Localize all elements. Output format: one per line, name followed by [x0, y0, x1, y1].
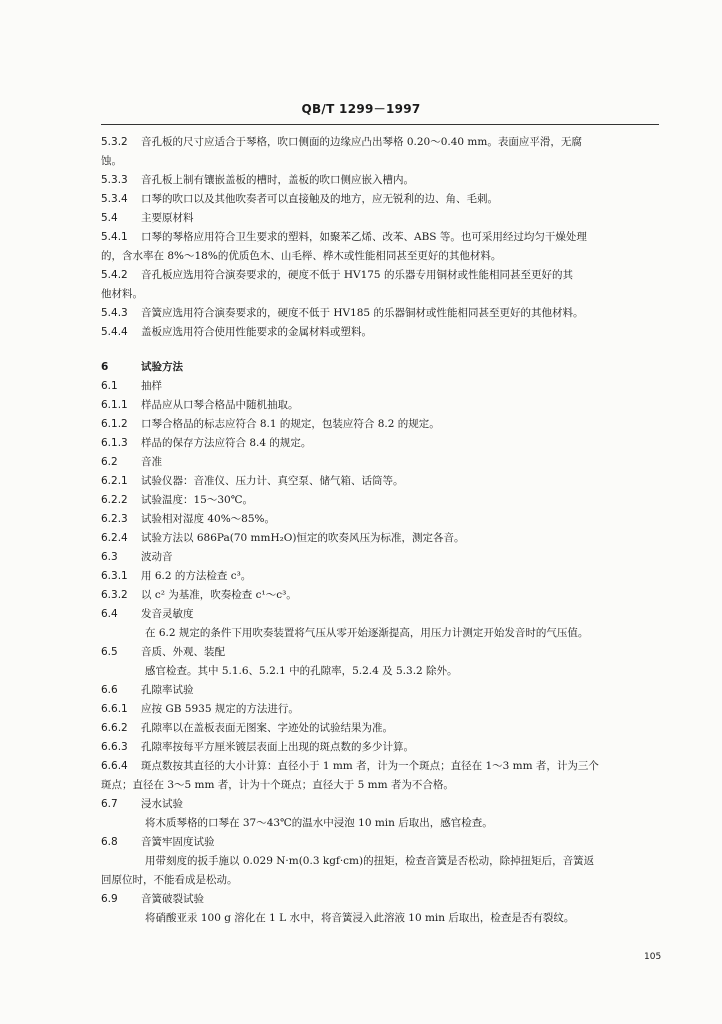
clause-text: 主要原材料	[141, 212, 194, 224]
clause-number: 6.6.1	[101, 703, 128, 715]
clause-number: 6.6.2	[101, 722, 128, 734]
clause-number: 6.2.3	[101, 513, 128, 525]
text-line	[101, 491, 661, 510]
clause-number: 5.4.2	[101, 269, 128, 281]
text-line	[101, 472, 661, 491]
clause-text: 斑点；直径在 3～5 mm 者，计为十个斑点；直径大于 5 mm 者为不合格。	[101, 779, 454, 791]
text-line	[101, 304, 661, 323]
text-line	[101, 795, 661, 814]
clause-number: 6.2.4	[101, 532, 128, 544]
text-line	[101, 586, 661, 605]
text-line	[101, 700, 661, 719]
clause-number: 6.6.3	[101, 741, 128, 753]
text-line	[101, 757, 661, 776]
clause-number: 5.3.4	[101, 193, 128, 205]
section-gap	[101, 342, 661, 358]
clause-number: 6.1.3	[101, 437, 128, 449]
text-line	[101, 453, 661, 472]
clause-text: 孔隙率试验	[141, 684, 194, 696]
clause-text: 口琴的琴格应用符合卫生要求的塑料，如聚苯乙烯、改苯、ABS 等。也可采用经过均匀干燥处理	[141, 231, 587, 243]
standard-header: QB/T 1299－1997	[301, 102, 421, 116]
text-line	[101, 171, 661, 190]
text-line	[101, 415, 661, 434]
clause-text: 口琴合格品的标志应符合 8.1 的规定，包装应符合 8.2 的规定。	[141, 418, 440, 430]
clause-text: 试验温度：15～30℃。	[141, 494, 253, 506]
text-line	[101, 909, 661, 928]
clause-text: 试验仪器：音准仪、压力计、真空泵、储气箱、话筒等。	[141, 475, 404, 487]
clause-text: 感官检查。其中 5.1.6、5.2.1 中的孔隙率，5.2.4 及 5.3.2 除外。	[145, 665, 458, 677]
text-line	[101, 776, 661, 795]
text-line	[101, 358, 661, 377]
clause-text: 音孔板应选用符合演奏要求的，硬度不低于 HV175 的乐器专用铜材或性能相同甚至更好的其	[141, 269, 573, 281]
text-line	[101, 871, 661, 890]
clause-text: 回原位时，不能看成是松动。	[101, 874, 238, 886]
clause-text: 试验方法	[141, 361, 183, 373]
text-line	[101, 814, 661, 833]
clause-number: 6.1	[101, 380, 118, 392]
clause-number: 6.4	[101, 608, 118, 620]
clause-text: 蚀。	[101, 155, 122, 167]
clause-text: 抽样	[141, 380, 162, 392]
clause-number: 5.3.3	[101, 174, 128, 186]
text-line	[101, 247, 661, 266]
text-line	[101, 323, 661, 342]
clause-text: 音簧应选用符合演奏要求的，硬度不低于 HV185 的乐器铜材或性能相同甚至更好的其他材料。	[141, 307, 584, 319]
text-line	[101, 719, 661, 738]
clause-number: 6.2	[101, 456, 118, 468]
header-rule	[101, 124, 659, 125]
text-line	[101, 529, 661, 548]
clause-text: 应按 GB 5935 规定的方法进行。	[141, 703, 299, 715]
clause-text: 他材料。	[101, 288, 143, 300]
clause-number: 6.9	[101, 893, 118, 905]
text-line	[101, 396, 661, 415]
clause-text: 孔隙率以在盖板表面无图案、字迹处的试验结果为准。	[141, 722, 393, 734]
text-line	[101, 833, 661, 852]
text-line	[101, 643, 661, 662]
clause-text: 音簧破裂试验	[141, 893, 204, 905]
clause-text: 试验相对湿度 40%～85%。	[141, 513, 276, 525]
clause-number: 6.3.2	[101, 589, 128, 601]
clause-text: 浸水试验	[141, 798, 183, 810]
page-number: 105	[644, 952, 662, 962]
clause-text: 斑点数按其直径的大小计算：直径小于 1 mm 者，计为一个斑点；直径在 1～3 mm 者，计为三个	[141, 760, 599, 772]
clause-number: 5.4.4	[101, 326, 128, 338]
text-line	[101, 548, 661, 567]
clause-number: 6.1.1	[101, 399, 128, 411]
text-line	[101, 890, 661, 909]
clause-text: 用 6.2 的方法检查 c³。	[141, 570, 252, 582]
clause-number: 6	[101, 361, 109, 373]
clause-number: 6.5	[101, 646, 118, 658]
text-line	[101, 228, 661, 247]
clause-text: 的，含水率在 8%～18%的优质色木、山毛榉、桦木或性能相同甚至更好的其他材料。	[101, 250, 502, 262]
clause-number: 5.4.3	[101, 307, 128, 319]
clause-text: 音簧牢固度试验	[141, 836, 215, 848]
clause-text: 在 6.2 规定的条件下用吹奏装置将气压从零开始逐渐提高，用压力计测定开始发音时的气压值。	[145, 627, 589, 639]
clause-text: 孔隙率按每平方厘米镀层表面上出现的斑点数的多少计算。	[141, 741, 414, 753]
text-line	[101, 852, 661, 871]
text-line	[101, 510, 661, 529]
text-line	[101, 681, 661, 700]
text-line	[101, 266, 661, 285]
clause-text: 试验方法以 686Pa(70 mmH₂O)恒定的吹奏风压为标准，测定各音。	[141, 532, 465, 544]
text-line	[101, 567, 661, 586]
clause-text: 将硝酸亚汞 100 g 溶化在 1 L 水中，将音簧浸入此溶液 10 min 后取出，检查是否有裂纹。	[145, 912, 575, 924]
clause-number: 5.4.1	[101, 231, 128, 243]
clause-text: 口琴的吹口以及其他吹奏者可以直接触及的地方，应无锐利的边、角、毛刺。	[141, 193, 498, 205]
text-line	[101, 209, 661, 228]
clause-text: 以 c² 为基准，吹奏检查 c¹～c³。	[141, 589, 297, 601]
clause-number: 6.8	[101, 836, 118, 848]
clause-number: 5.4	[101, 212, 118, 224]
body-text	[101, 133, 661, 928]
text-line	[101, 377, 661, 396]
clause-number: 6.2.2	[101, 494, 128, 506]
text-line	[101, 434, 661, 453]
clause-text: 样品的保存方法应符合 8.4 的规定。	[141, 437, 312, 449]
clause-text: 将木质琴格的口琴在 37～43℃的温水中浸泡 10 min 后取出，感官检查。	[145, 817, 493, 829]
clause-text: 样品应从口琴合格品中随机抽取。	[141, 399, 299, 411]
clause-number: 6.2.1	[101, 475, 128, 487]
text-line	[101, 624, 661, 643]
clause-text: 发音灵敏度	[141, 608, 194, 620]
text-line	[101, 605, 661, 624]
clause-number: 6.3.1	[101, 570, 128, 582]
text-line	[101, 738, 661, 757]
clause-text: 音孔板上制有镶嵌盖板的槽时，盖板的吹口侧应嵌入槽内。	[141, 174, 414, 186]
text-line	[101, 190, 661, 209]
clause-number: 5.3.2	[101, 136, 128, 148]
text-line	[101, 285, 661, 304]
clause-number: 6.7	[101, 798, 118, 810]
clause-text: 波动音	[141, 551, 173, 563]
clause-number: 6.6.4	[101, 760, 128, 772]
text-line	[101, 662, 661, 681]
clause-text: 用带刻度的扳手施以 0.029 N·m(0.3 kgf·cm)的扭矩，检查音簧是否松动，除掉扭矩后，音簧返	[145, 855, 595, 867]
clause-number: 6.1.2	[101, 418, 128, 430]
clause-text: 盖板应选用符合使用性能要求的金属材料或塑料。	[141, 326, 372, 338]
text-line	[101, 152, 661, 171]
clause-text: 音孔板的尺寸应适合于琴格，吹口侧面的边缘应凸出琴格 0.20～0.40 mm。表面应平滑，无腐	[141, 136, 582, 148]
clause-text: 音准	[141, 456, 162, 468]
text-line	[101, 133, 661, 152]
clause-number: 6.6	[101, 684, 118, 696]
clause-number: 6.3	[101, 551, 118, 563]
clause-text: 音质、外观、装配	[141, 646, 225, 658]
